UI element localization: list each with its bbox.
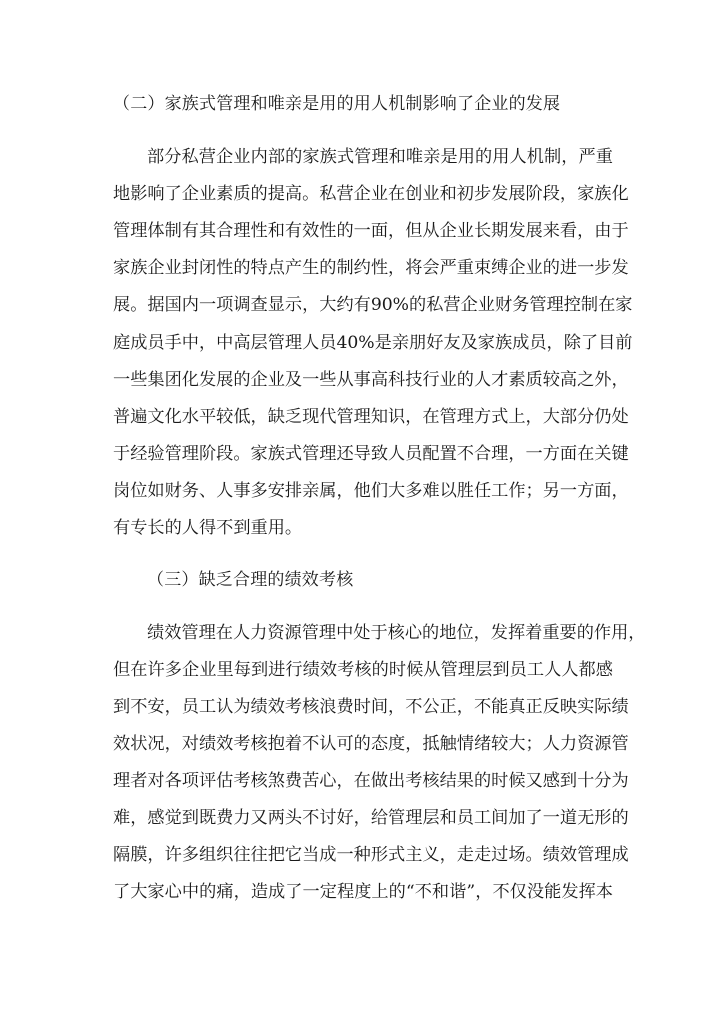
paragraph-line: 一些集团化发展的企业及一些从事高科技行业的人才素质较高之外， <box>113 370 629 390</box>
paragraph-line: 家族企业封闭性的特点产生的制约性，将会严重束缚企业的进一步发 <box>113 258 629 278</box>
paragraph-line: 地影响了企业素质的提高。私营企业在创业和初步发展阶段，家族化 <box>113 184 629 204</box>
paragraph-line: 展。据国内一项调查显示，大约有90%的私营企业财务管理控制在家 <box>113 295 633 315</box>
paragraph-line: 管理体制有其合理性和有效性的一面，但从企业长期发展来看，由于 <box>113 221 629 241</box>
paragraph-line: 理者对各项评估考核煞费苦心，在做出考核结果的时候又感到十分为 <box>113 771 629 791</box>
paragraph-line: 绩效管理在人力资源管理中处于核心的地位，发挥着重要的作用， <box>147 623 646 643</box>
paragraph-line: 难，感觉到既费力又两头不讨好，给管理层和员工间加了一道无形的 <box>113 808 629 828</box>
paragraph-line: 部分私营企业内部的家族式管理和唯亲是用的用人机制，严重 <box>147 147 613 167</box>
paragraph-line: 隔膜，许多组织往往把它当成一种形式主义，走走过场。绩效管理成 <box>113 845 629 865</box>
section-heading-2: （二）家族式管理和唯亲是用的用人机制影响了企业的发展 <box>113 94 561 114</box>
paragraph-line: 有专长的人得不到重用。 <box>113 518 303 538</box>
paragraph-line: 庭成员手中，中高层管理人员40%是亲朋好友及家族成员，除了目前 <box>113 333 633 353</box>
paragraph-line: 于经验管理阶段。家族式管理还导致人员配置不合理，一方面在关键 <box>113 444 629 464</box>
paragraph-line: 岗位如财务、人事多安排亲属，他们大多难以胜任工作；另一方面， <box>113 481 629 501</box>
paragraph-line: 了大家心中的痛，造成了一定程度上的“不和谐”，不仅没能发挥本 <box>113 882 613 902</box>
paragraph-line: 到不安，员工认为绩效考核浪费时间，不公正，不能真正反映实际绩 <box>113 697 629 717</box>
section-heading-3: （三）缺乏合理的绩效考核 <box>147 570 354 590</box>
paragraph-line: 普遍文化水平较低，缺乏现代管理知识，在管理方式上，大部分仍处 <box>113 407 629 427</box>
paragraph-line: 效状况，对绩效考核抱着不认可的态度，抵触情绪较大；人力资源管 <box>113 734 629 754</box>
paragraph-line: 但在许多企业里每到进行绩效考核的时候从管理层到员工人人都感 <box>113 660 613 680</box>
